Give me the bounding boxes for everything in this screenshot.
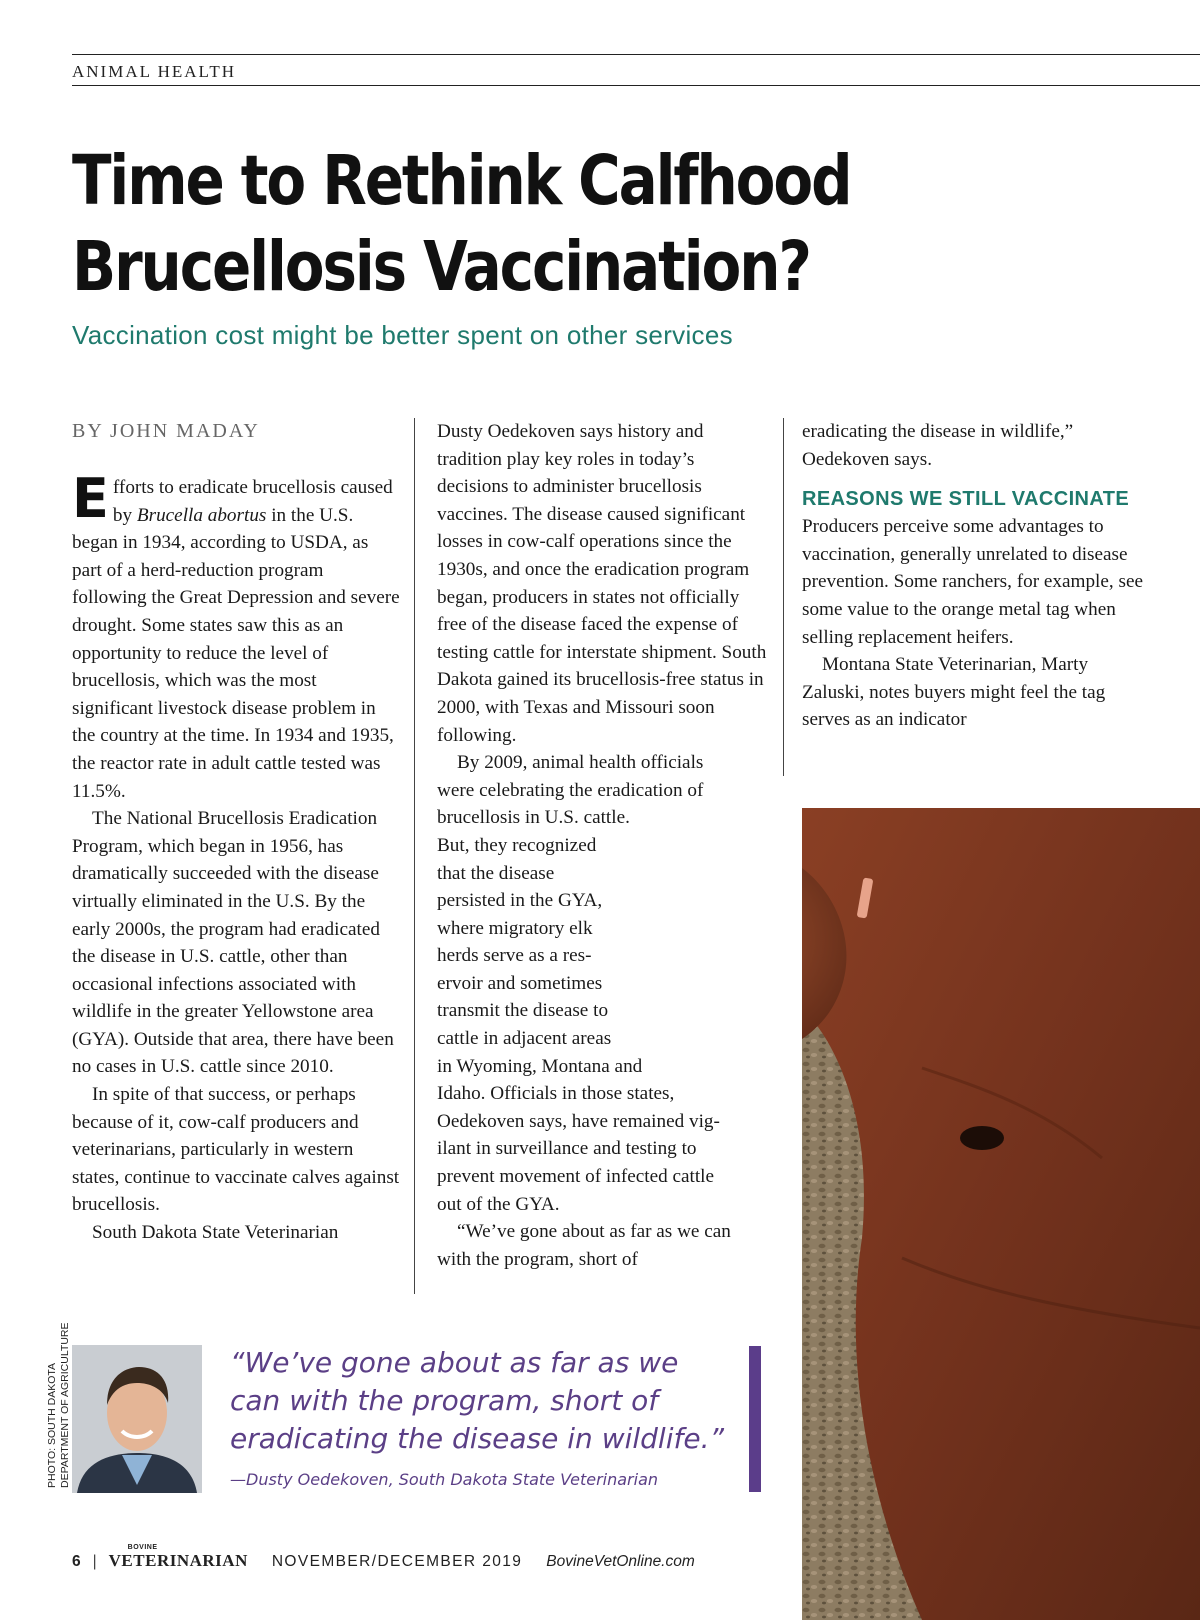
headline-line-2: Brucellosis Vaccination? [72, 227, 810, 307]
headline-line-1: Time to Rethink Calfhood [72, 141, 851, 221]
paragraph: eradicating the disease in wildlife,” Oedekoven says. [802, 421, 1074, 470]
section-label: ANIMAL HEALTH [72, 62, 237, 81]
column-3 [802, 418, 1152, 734]
top-rule [72, 54, 1200, 55]
column-divider [414, 418, 415, 1294]
paragraph: South Dakota State Veterinarian [92, 1222, 339, 1244]
website-url: BovineVetOnline.com [546, 1553, 695, 1570]
footer-separator: | [92, 1553, 97, 1570]
magazine-logo: BOVINE VETERINARIAN [108, 1544, 248, 1570]
drop-cap: E [72, 467, 109, 530]
paragraph: By 2009, animal health officials [457, 752, 704, 774]
byline: BY JOHN MADAY [72, 420, 260, 442]
paragraph: “We’ve gone about as far as we can with the program, short of [437, 1221, 731, 1270]
column-2 [437, 418, 769, 1273]
section-rule [72, 85, 1200, 86]
species-name: Brucella abortus [136, 504, 267, 526]
paragraph: In spite of that success, or perhaps because of it, cow-calf producers and veterinarians, particularly in western states, continue to vaccinate calves against brucellosis. [72, 1084, 400, 1216]
portrait-photo [72, 1345, 202, 1493]
subhead: REASONS WE STILL VACCINATE [802, 488, 1130, 511]
photo-credit: PHOTO: SOUTH DAKOTA DEPARTMENT OF AGRICULTURE [46, 1322, 71, 1488]
pull-quote-bar [749, 1346, 761, 1492]
headline [72, 138, 850, 310]
column-1 [72, 467, 402, 1247]
paragraph: Efforts to eradicate brucellosis caused by Brucella abortus in the U.S. began in 1934, according to USDA, as part of a herd-reduction program following the Great Depression and severe drought. Some states saw this as an opportunity to reduce the level of brucellosis, which was the most significant livestock disease problem in the country at the time. In 1934 and 1935, the reactor rate in adult cattle tested was 11.5%. [72, 467, 400, 802]
paragraph: Montana State Veterinarian, Marty Zaluski, notes buyers might feel the tag serves as an indicator [802, 654, 1106, 731]
issue-date: NOVEMBER/DECEMBER 2019 [271, 1553, 523, 1570]
paragraph: Dusty Oedekoven says history and tradition play key roles in today’s decisions to administer brucellosis vaccines. The disease caused significant losses in cow-calf operations since the 1930s, and once the eradication program began, producers in states not officially free of the disease faced the expense of testing cattle for interstate shipment. South Dakota gained its brucellosis-free status in 2000, with Texas and Missouri soon following. [437, 421, 767, 746]
paragraph: The National Brucellosis Eradication Program, which began in 1956, has dramatically succeeded with the disease virtually eliminated in the U.S. By the early 2000s, the program had eradicated the disease in U.S. cattle, other than occasional infections associated with wildlife in the greater Yellowstone area (GYA). Outside that area, there have been no cases in U.S. cattle since 2010. [72, 808, 394, 1078]
cow-photo [802, 808, 1200, 1620]
paragraph: Producers perceive some advantages to vaccination, generally unrelated to disease prevention. Some ranchers, for example, see some value to the orange metal tag when selling replacement heifers. [802, 516, 1143, 648]
column-divider [783, 418, 784, 776]
page-number: 6 [72, 1553, 81, 1570]
page-footer [72, 1544, 695, 1571]
pull-quote-attribution: —Dusty Oedekoven, South Dakota State Veterinarian [230, 1470, 659, 1489]
deck: Vaccination cost might be better spent on other services [72, 320, 733, 350]
wrapped-paragraph: were celebrating the eradication of brucellosis in U.S. cattle. But, they recognized that the disease persisted in the GYA, where migratory elk herds serve as a res- ervoir and sometimes transmit the disease to cattle in adjacent areas in Wyoming, Montana and Idaho. Officials in those states, Oedekoven says, have remained vig- ilant in surveillance and testing to prevent movement of infected cattle out of the GYA. [437, 779, 720, 1215]
pull-quote: “We’ve gone about as far as we can with the program, short of eradicating the disease in wildlife.” [230, 1346, 724, 1455]
